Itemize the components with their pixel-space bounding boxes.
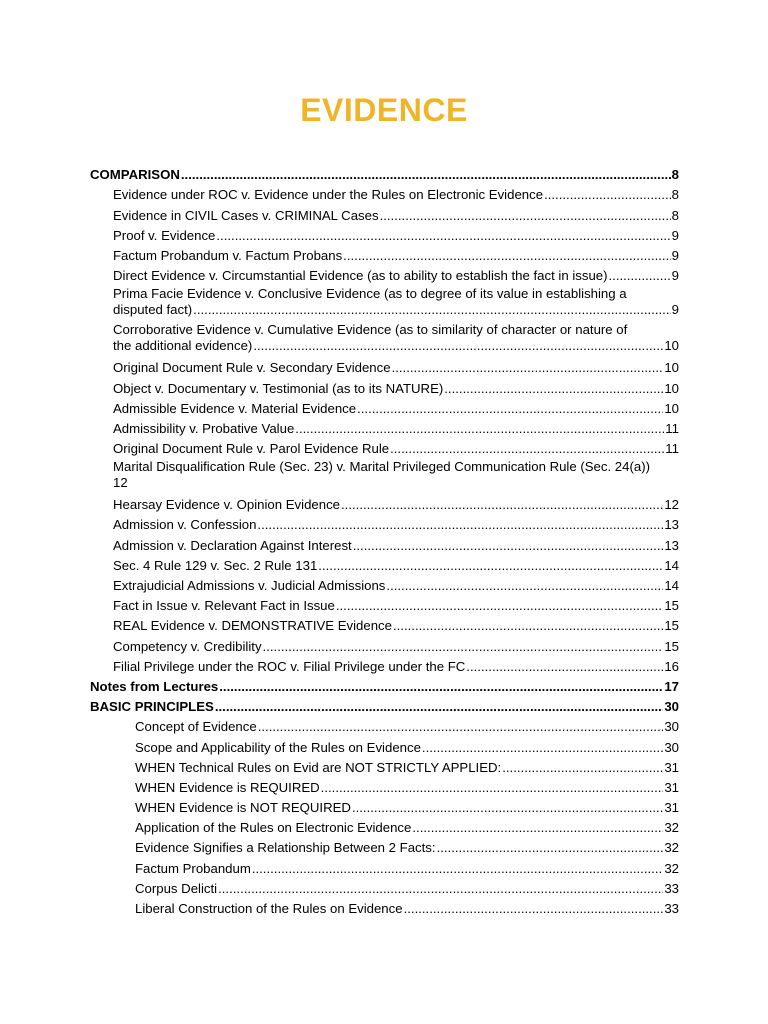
- toc-leader-dots: [295, 421, 664, 437]
- toc-entry-label: Admission v. Declaration Against Interest: [113, 537, 352, 553]
- toc-entry[interactable]: [90, 655, 679, 675]
- toc-entry[interactable]: [90, 163, 679, 183]
- toc-leader-dots: [318, 558, 663, 574]
- toc-leader-dots: [216, 228, 670, 244]
- toc-entry-page: 32: [664, 860, 679, 876]
- toc-entry-page: 9: [671, 247, 679, 263]
- toc-leader-dots: [219, 679, 663, 695]
- toc-entry-page: 8: [671, 167, 679, 183]
- toc-entry-label: Direct Evidence v. Circumstantial Evidence (as to ability to establish the fact in issue): [113, 268, 608, 284]
- toc-leader-dots: [263, 639, 664, 655]
- toc-leader-dots: [343, 248, 670, 264]
- toc-entry[interactable]: [90, 320, 679, 356]
- toc-entry-page: 31: [664, 800, 679, 816]
- toc-entry-page: 15: [664, 618, 679, 634]
- toc-entry[interactable]: [90, 224, 679, 244]
- toc-entry[interactable]: [90, 356, 679, 376]
- toc-entry-label: Extrajudicial Admissions v. Judicial Admissions: [113, 578, 386, 593]
- toc-entry-page: 32: [664, 840, 679, 856]
- toc-entry[interactable]: [90, 457, 679, 493]
- toc-entry-label: Application of the Rules on Electronic Evidence: [135, 820, 412, 836]
- table-of-contents: [90, 163, 679, 917]
- toc-entry-label: WHEN Evidence is NOT REQUIRED: [135, 800, 351, 816]
- toc-entry[interactable]: [90, 877, 679, 897]
- toc-entry-page: 9: [671, 268, 679, 284]
- toc-entry-page: 31: [664, 779, 679, 795]
- toc-entry[interactable]: [90, 836, 679, 856]
- toc-entry-label: WHEN Technical Rules on Evid are NOT STRICTLY APPLIED:: [135, 759, 502, 775]
- toc-entry-page: 8: [671, 187, 679, 203]
- toc-leader-dots: [258, 719, 664, 735]
- toc-entry-label: Concept of Evidence: [135, 719, 257, 735]
- toc-entry[interactable]: [90, 554, 679, 574]
- toc-entry[interactable]: [90, 203, 679, 223]
- toc-entry-page: 15: [664, 638, 679, 654]
- toc-entry-page: 9: [671, 227, 679, 243]
- toc-entry-page: 10: [664, 360, 679, 376]
- toc-entry-label: WHEN Evidence is REQUIRED: [135, 779, 320, 795]
- toc-entry[interactable]: [90, 735, 679, 755]
- toc-entry[interactable]: [90, 695, 679, 715]
- toc-leader-dots: [357, 401, 663, 417]
- toc-entry-label-continued: the additional evidence): [113, 338, 253, 354]
- toc-entry[interactable]: [90, 796, 679, 816]
- toc-entry[interactable]: [90, 244, 679, 264]
- toc-entry-label: Hearsay Evidence v. Opinion Evidence: [113, 497, 340, 513]
- toc-entry-label: Admissible Evidence v. Material Evidence: [113, 400, 357, 416]
- toc-leader-dots: [257, 517, 663, 533]
- toc-entry-page: 14: [664, 557, 679, 573]
- toc-entry-page: 10: [664, 380, 679, 396]
- toc-entry[interactable]: [90, 264, 679, 284]
- toc-entry-label: Evidence under ROC v. Evidence under the Rules on Electronic Evidence: [113, 187, 544, 203]
- toc-entry-label: Sec. 4 Rule 129 v. Sec. 2 Rule 131: [113, 557, 318, 573]
- toc-entry[interactable]: [90, 417, 679, 437]
- toc-entry-page: 8: [671, 207, 679, 223]
- toc-entry-page: 33: [664, 880, 679, 896]
- toc-leader-dots: [321, 780, 664, 796]
- toc-entry-label: COMPARISON: [90, 167, 180, 183]
- toc-entry[interactable]: [90, 533, 679, 553]
- toc-entry-page: 13: [664, 517, 679, 533]
- toc-entry-page: 12: [664, 497, 679, 513]
- toc-entry[interactable]: [90, 856, 679, 876]
- toc-entry[interactable]: [90, 614, 679, 634]
- toc-leader-dots: [422, 740, 663, 756]
- toc-leader-dots: [353, 538, 664, 554]
- toc-leader-dots: [215, 699, 663, 715]
- toc-leader-dots: [392, 360, 664, 376]
- toc-entry[interactable]: [90, 437, 679, 457]
- toc-entry-label: Object v. Documentary v. Testimonial (as to its NATURE): [113, 380, 444, 396]
- toc-leader-dots: [252, 861, 664, 877]
- toc-entry-page: 11: [665, 441, 679, 457]
- toc-leader-dots: [437, 840, 664, 856]
- toc-entry-page: 33: [664, 901, 679, 916]
- toc-entry[interactable]: [90, 756, 679, 776]
- toc-entry[interactable]: [90, 284, 679, 320]
- toc-entry-label: Factum Probandum: [135, 860, 251, 876]
- toc-entry-label: REAL Evidence v. DEMONSTRATIVE Evidence: [113, 618, 392, 634]
- toc-entry-label: BASIC PRINCIPLES: [90, 699, 214, 715]
- toc-entry-label: Scope and Applicability of the Rules on Evidence: [135, 739, 421, 755]
- toc-leader-dots: [193, 302, 670, 318]
- toc-entry-page: 10: [664, 400, 679, 416]
- toc-entry-label: Evidence in CIVIL Cases v. CRIMINAL Cases: [113, 207, 379, 223]
- toc-entry-page: 13: [664, 537, 679, 553]
- toc-leader-dots: [218, 881, 663, 897]
- toc-entry[interactable]: [90, 574, 679, 594]
- toc-entry[interactable]: [90, 776, 679, 796]
- toc-leader-dots: [253, 338, 663, 354]
- toc-entry-label: Original Document Rule v. Secondary Evidence: [113, 360, 391, 376]
- toc-entry-page: 16: [664, 658, 679, 674]
- toc-entry-label: Fact in Issue v. Relevant Fact in Issue: [113, 598, 335, 614]
- toc-leader-dots: [380, 208, 671, 224]
- toc-leader-dots: [544, 187, 671, 203]
- toc-leader-dots: [444, 381, 663, 397]
- toc-entry-label: Proof v. Evidence: [113, 227, 216, 243]
- toc-entry[interactable]: [90, 376, 679, 396]
- toc-entry-page: 30: [664, 719, 679, 735]
- toc-leader-dots: [341, 497, 663, 513]
- toc-leader-dots: [181, 167, 671, 183]
- toc-leader-dots: [336, 598, 663, 614]
- toc-entry[interactable]: [90, 397, 679, 417]
- toc-entry-label: Competency v. Credibility: [113, 638, 262, 654]
- toc-entry[interactable]: [90, 715, 679, 735]
- toc-entry-label: Admission v. Confession: [113, 517, 257, 533]
- toc-leader-dots: [386, 578, 663, 594]
- toc-entry[interactable]: [90, 897, 679, 917]
- toc-entry-page: 11: [665, 420, 679, 436]
- toc-entry[interactable]: [90, 675, 679, 695]
- document-title: EVIDENCE: [300, 92, 468, 128]
- toc-entry-label-continued: disputed fact): [113, 302, 193, 318]
- toc-entry-page: 14: [664, 578, 679, 593]
- toc-entry-label: Evidence Signifies a Relationship Between 2 Facts:: [135, 840, 436, 856]
- toc-entry[interactable]: [90, 183, 679, 203]
- toc-entry-page: 30: [664, 739, 679, 755]
- toc-entry[interactable]: [90, 634, 679, 654]
- toc-entry[interactable]: [90, 493, 679, 513]
- toc-entry-label: Original Document Rule v. Parol Evidence Rule: [113, 441, 390, 457]
- toc-entry-page: 31: [664, 759, 679, 775]
- toc-entry-page: 12: [113, 475, 128, 491]
- toc-entry[interactable]: [90, 513, 679, 533]
- toc-leader-dots: [390, 441, 664, 457]
- toc-leader-dots: [609, 268, 671, 284]
- toc-entry-label: Filial Privilege under the ROC v. Filial Privilege under the FC: [113, 658, 466, 674]
- toc-leader-dots: [404, 901, 664, 917]
- toc-leader-dots: [466, 659, 663, 675]
- toc-entry-page: 17: [664, 678, 679, 694]
- toc-leader-dots: [352, 800, 663, 816]
- toc-entry-label: Factum Probandum v. Factum Probans: [113, 247, 343, 263]
- toc-entry-label: Notes from Lectures: [90, 678, 219, 694]
- toc-entry-label: Admissibility v. Probative Value: [113, 420, 295, 436]
- toc-entry-label: Liberal Construction of the Rules on Evidence: [135, 901, 403, 916]
- toc-leader-dots: [393, 618, 663, 634]
- toc-entry-label: Corroborative Evidence v. Cumulative Evidence (as to similarity of character or nature of: [113, 322, 628, 338]
- toc-entry-label: Prima Facie Evidence v. Conclusive Evidence (as to degree of its value in establishing a: [113, 286, 627, 302]
- toc-leader-dots: [502, 760, 663, 776]
- toc-entry[interactable]: [90, 816, 679, 836]
- toc-entry-label: Corpus Delicti: [135, 880, 218, 896]
- toc-entry[interactable]: [90, 594, 679, 614]
- toc-leader-dots: [412, 820, 663, 836]
- toc-entry-page: 9: [671, 302, 679, 318]
- toc-entry-page: 10: [664, 338, 679, 354]
- toc-entry-page: 30: [664, 699, 679, 715]
- toc-entry-page: 32: [664, 820, 679, 836]
- toc-entry-label: Marital Disqualification Rule (Sec. 23) v. Marital Privileged Communication Rule (Sec. 24(a)): [113, 459, 650, 475]
- toc-entry-page: 15: [664, 598, 679, 614]
